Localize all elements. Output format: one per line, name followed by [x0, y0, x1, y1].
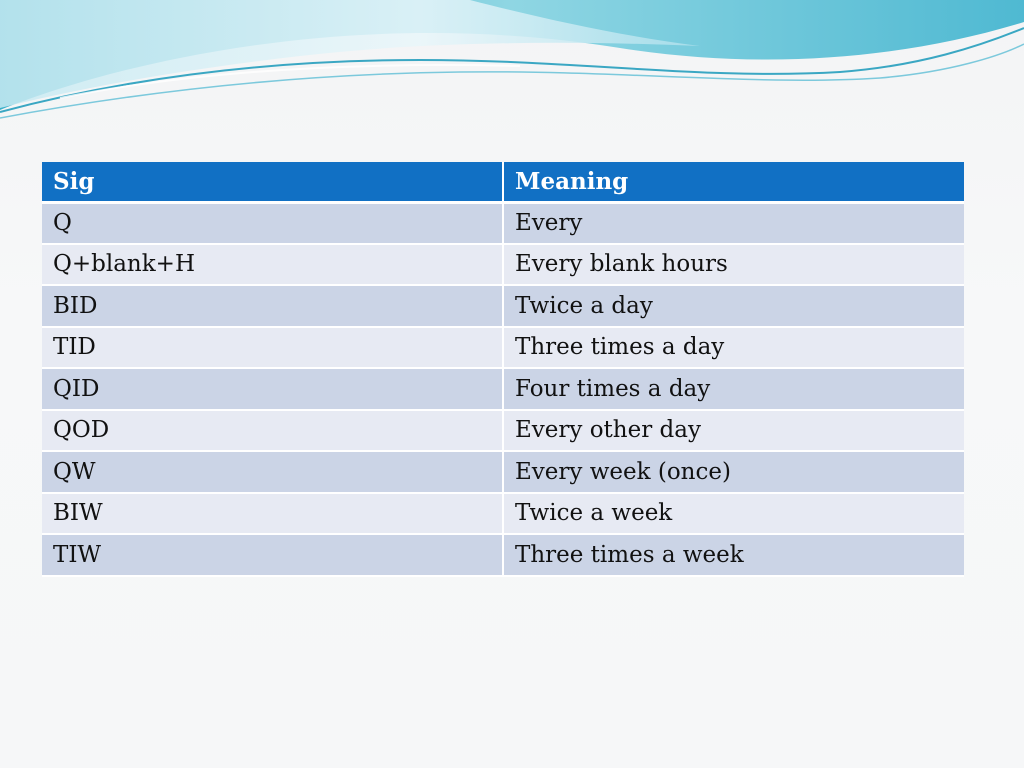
- table-header-row: [42, 162, 964, 202]
- table-row: [42, 451, 964, 493]
- meaning-cell: Three times a day: [503, 327, 964, 369]
- meaning-cell: Twice a day: [503, 285, 964, 327]
- table-row: [42, 285, 964, 327]
- table-row: [42, 327, 964, 369]
- meaning-cell: Twice a week: [503, 493, 964, 535]
- column-header-sig: Sig: [42, 162, 503, 202]
- wave-header-decoration: [0, 0, 1024, 130]
- meaning-cell: Every other day: [503, 410, 964, 452]
- sig-cell: QID: [42, 368, 503, 410]
- sig-cell: BID: [42, 285, 503, 327]
- sig-cell: TIW: [42, 534, 503, 576]
- sig-cell: QOD: [42, 410, 503, 452]
- sig-meaning-table: [42, 162, 964, 577]
- meaning-cell: Four times a day: [503, 368, 964, 410]
- table-row: [42, 410, 964, 452]
- column-header-meaning: Meaning: [503, 162, 964, 202]
- meaning-cell: Every week (once): [503, 451, 964, 493]
- meaning-cell: Every: [503, 202, 964, 244]
- table-row: [42, 534, 964, 576]
- sig-cell: Q+blank+H: [42, 244, 503, 286]
- table-row: [42, 493, 964, 535]
- table-row: [42, 202, 964, 244]
- table-row: [42, 368, 964, 410]
- sig-cell: BIW: [42, 493, 503, 535]
- sig-cell: QW: [42, 451, 503, 493]
- table-row: [42, 244, 964, 286]
- meaning-cell: Three times a week: [503, 534, 964, 576]
- meaning-cell: Every blank hours: [503, 244, 964, 286]
- sig-cell: Q: [42, 202, 503, 244]
- sig-cell: TID: [42, 327, 503, 369]
